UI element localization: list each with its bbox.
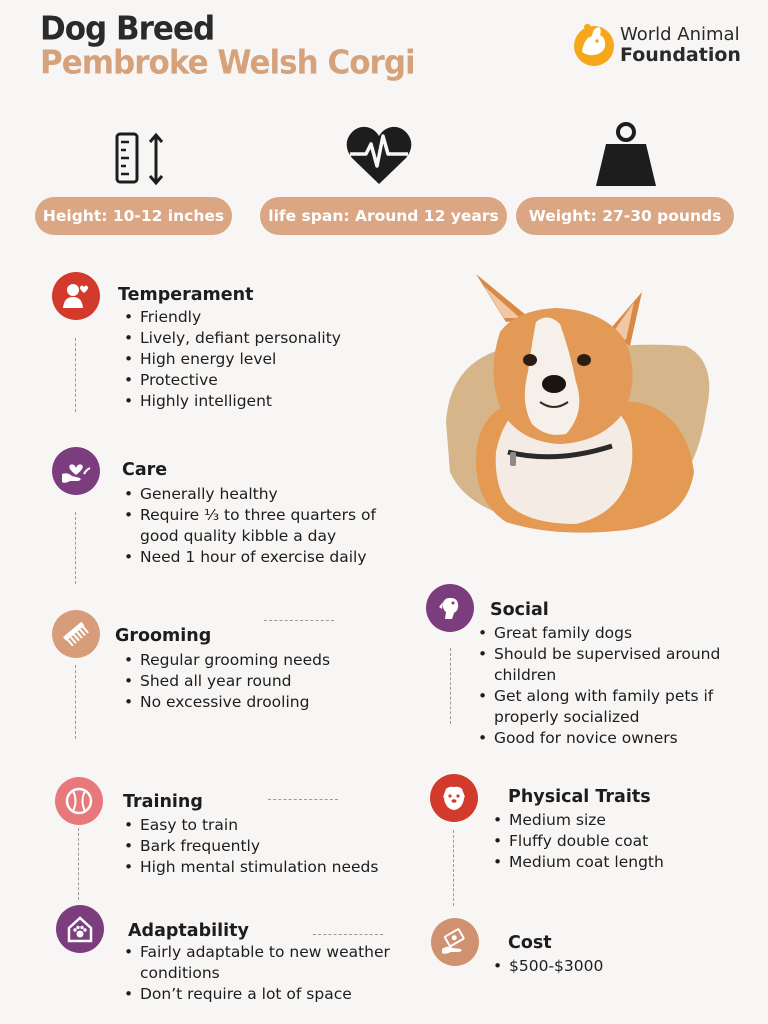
dog-logo-icon: [572, 20, 616, 68]
grooming-icon-badge: [52, 610, 100, 658]
comb-icon: [61, 619, 91, 649]
list-item: • Shed all year round: [122, 671, 412, 692]
divider: [268, 799, 338, 800]
training-list: [122, 815, 412, 878]
logo-text-foundation: Foundation: [620, 44, 741, 66]
list-item: • Fluffy double coat: [491, 831, 761, 852]
social-title: Social: [490, 600, 549, 620]
ruler-height-icon: [112, 120, 172, 190]
ball-icon: [64, 786, 94, 816]
list-item: • Bark frequently: [122, 836, 412, 857]
social-list: [476, 623, 746, 749]
temperament-icon-badge: [52, 272, 100, 320]
title-dog-breed: Dog Breed: [40, 10, 215, 49]
list-item: • Get along with family pets if properly socialized: [476, 686, 746, 728]
adaptability-icon-badge: [56, 905, 104, 953]
height-pill: Height: 10-12 inches: [35, 197, 232, 235]
divider: [75, 512, 76, 584]
temperament-title: Temperament: [118, 285, 254, 305]
list-item: • Highly intelligent: [122, 391, 412, 412]
care-title: Care: [122, 460, 168, 480]
cost-title: Cost: [508, 933, 552, 953]
divider: [450, 648, 451, 724]
caring-hands-heart-icon: [60, 456, 92, 486]
social-icon-badge: [426, 584, 474, 632]
lifespan-pill: life span: Around 12 years: [260, 197, 507, 235]
training-icon-badge: [55, 777, 103, 825]
grooming-list: [122, 650, 412, 713]
list-item: • Don’t require a lot of space: [122, 984, 412, 1005]
list-item: • Good for novice owners: [476, 728, 746, 749]
care-icon-badge: [52, 447, 100, 495]
cost-icon-badge: [431, 918, 479, 966]
physical-icon-badge: [430, 774, 478, 822]
cost-list: [491, 956, 741, 977]
divider: [453, 830, 454, 906]
divider: [75, 338, 76, 412]
divider: [75, 665, 76, 739]
house-paw-icon: [65, 914, 95, 944]
weight-icon: [594, 120, 658, 190]
grooming-title: Grooming: [115, 626, 212, 646]
list-item: • Need 1 hour of exercise daily: [122, 547, 406, 568]
title-breed-name: Pembroke Welsh Corgi: [40, 44, 415, 83]
care-list: [122, 484, 406, 568]
corgi-photo: [436, 262, 720, 540]
list-item: • Medium coat length: [491, 852, 761, 873]
divider: [313, 934, 383, 935]
person-heart-icon: [61, 281, 91, 311]
list-item: • Regular grooming needs: [122, 650, 412, 671]
divider: [264, 620, 334, 621]
divider: [78, 828, 79, 900]
dog-face-icon: [439, 783, 469, 813]
training-title: Training: [123, 792, 203, 812]
list-item: • Should be supervised around children: [476, 644, 746, 686]
list-item: • Medium size: [491, 810, 761, 831]
dog-person-icon: [435, 593, 465, 623]
money-hand-icon: [439, 927, 471, 957]
heartbeat-icon: [344, 120, 414, 190]
list-item: • Protective: [122, 370, 412, 391]
list-item: • $500-$3000: [491, 956, 741, 977]
list-item: • Lively, defiant personality: [122, 328, 412, 349]
adaptability-title: Adaptability: [128, 921, 249, 941]
temperament-list: [122, 307, 412, 412]
physical-list: [491, 810, 761, 873]
list-item: • Generally healthy: [122, 484, 406, 505]
adaptability-list: [122, 942, 412, 1005]
logo: [572, 20, 762, 72]
list-item: • Friendly: [122, 307, 412, 328]
physical-title: Physical Traits: [508, 787, 651, 807]
list-item: • Easy to train: [122, 815, 412, 836]
list-item: • Fairly adaptable to new weather conditions: [122, 942, 412, 984]
list-item: • Require ⅓ to three quarters of good quality kibble a day: [122, 505, 406, 547]
weight-pill: Weight: 27-30 pounds: [516, 197, 734, 235]
list-item: • High energy level: [122, 349, 412, 370]
list-item: • High mental stimulation needs: [122, 857, 412, 878]
list-item: • Great family dogs: [476, 623, 746, 644]
list-item: • No excessive drooling: [122, 692, 412, 713]
logo-text-world-animal: World Animal: [620, 24, 740, 45]
